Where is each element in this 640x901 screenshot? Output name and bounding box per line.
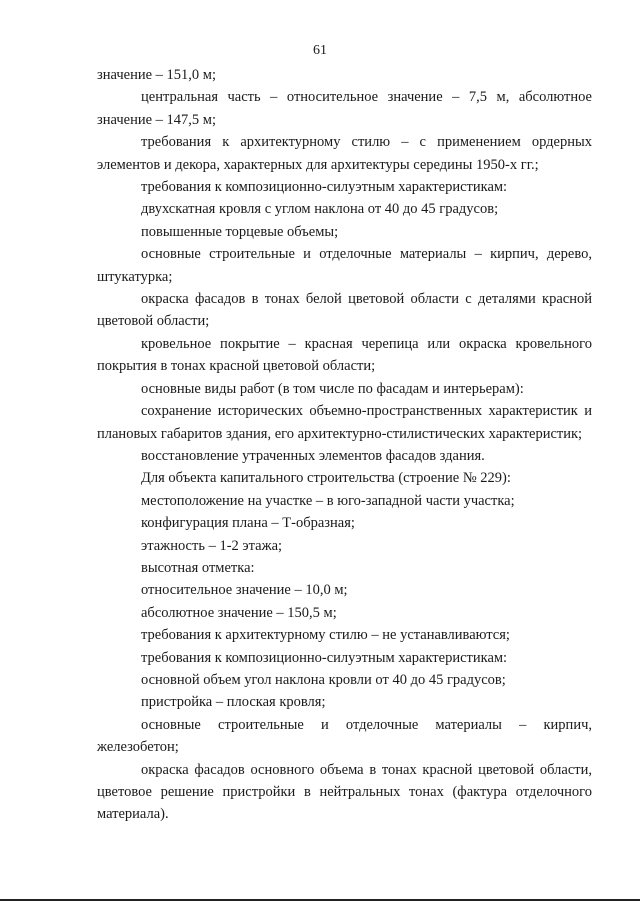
paragraph: кровельное покрытие – красная черепица или окраска кровельного покрытия в тонах красной цветовой области; <box>97 335 592 375</box>
paragraph: основные строительные и отделочные материалы – кирпич, железобетон; <box>97 716 592 756</box>
paragraph: центральная часть – относительное значение – 7,5 м, абсолютное значение – 147,5 м; <box>97 89 592 128</box>
paragraph: сохранение исторических объемно-пространственных характеристик и плановых габаритов здания, его архитектурно-стилистических характеристик; <box>97 403 592 442</box>
paragraph: основной объем угол наклона кровли от 40 до 45 градусов; <box>141 671 506 688</box>
document-body <box>97 64 592 826</box>
paragraph: восстановление утраченных элементов фасадов здания. <box>141 447 485 464</box>
paragraph: окраска фасадов в тонах белой цветовой области с деталями красной цветовой области; <box>97 291 592 330</box>
paragraph: требования к композиционно-силуэтным характеристикам: <box>141 649 508 666</box>
paragraph: абсолютное значение – 150,5 м; <box>141 604 337 621</box>
paragraph: относительное значение – 10,0 м; <box>141 582 348 599</box>
paragraph: требования к композиционно-силуэтным характеристикам: <box>141 179 508 196</box>
paragraph: основные строительные и отделочные материалы – кирпич, дерево, штукатурка; <box>97 246 592 285</box>
paragraph: требования к архитектурному стилю – не устанавливаются; <box>141 627 510 644</box>
paragraph: Для объекта капитального строительства (строение № 229): <box>141 470 511 487</box>
paragraph: окраска фасадов основного объема в тонах красной цветовой области, цветовое решение пристройки в нейтральных тонах (фактура отделочного материала). <box>97 761 592 823</box>
page-number: 61 <box>313 43 327 58</box>
paragraph: значение – 151,0 м; <box>97 67 216 83</box>
paragraph: конфигурация плана – Т-образная; <box>141 515 355 532</box>
paragraph: основные виды работ (в том числе по фасадам и интерьерам): <box>141 380 524 397</box>
paragraph: высотная отметка: <box>141 559 255 576</box>
paragraph: повышенные торцевые объемы; <box>141 223 339 240</box>
paragraph: пристройка – плоская кровля; <box>141 694 326 711</box>
paragraph: местоположение на участке – в юго-западной части участка; <box>141 492 515 509</box>
paragraph: требования к архитектурному стилю – с применением ордерных элементов и декора, характерных для архитектуры середины 1950-х гг.; <box>97 134 592 173</box>
paragraph: этажность – 1-2 этажа; <box>141 537 283 554</box>
paragraph: двухскатная кровля с углом наклона от 40 до 45 градусов; <box>141 201 499 218</box>
